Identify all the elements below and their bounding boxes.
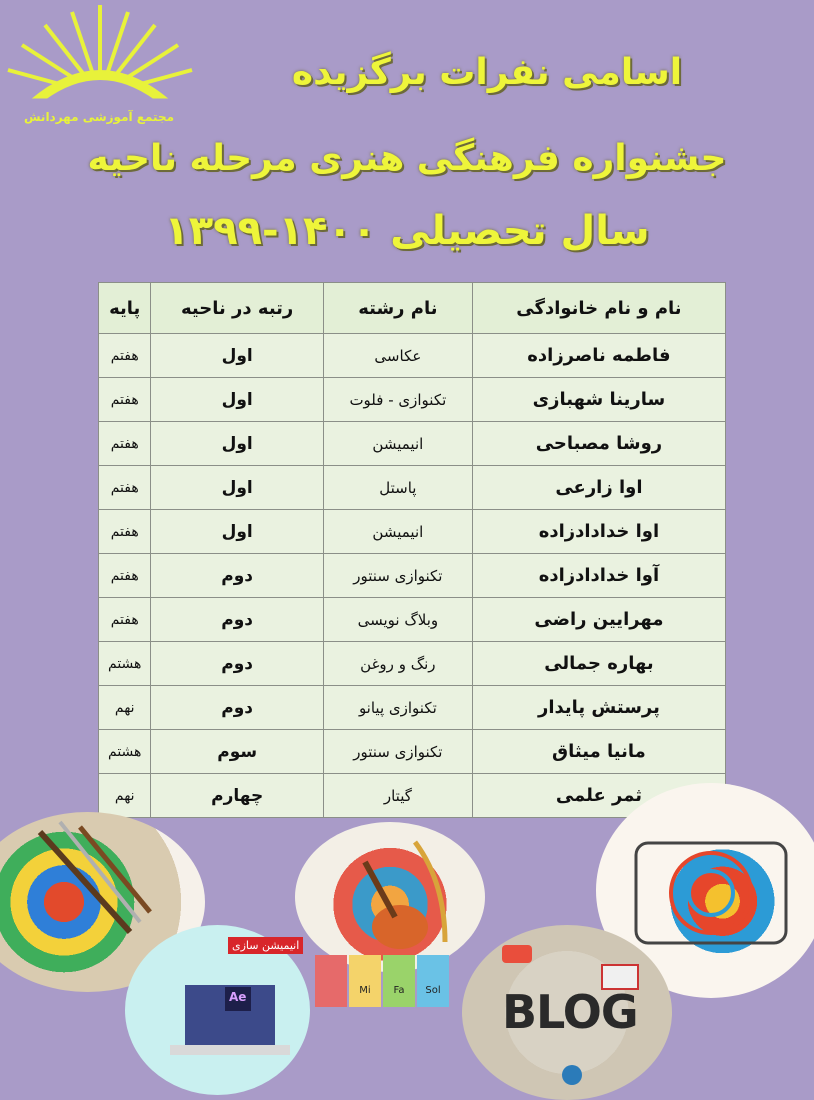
student-name: روشا مصباحی [472,422,725,466]
table-row [99,422,726,466]
district-rank: چهارم [151,774,323,818]
district-rank: سوم [151,730,323,774]
student-name: سارینا شهبازی [472,378,725,422]
field-name: انیمیشن [323,510,472,554]
field-name: انیمیشن [323,422,472,466]
table-row [99,774,726,818]
grade-level: هشتم [99,730,151,774]
winners-table [98,282,726,818]
piano-key-fa: Fa [383,955,415,1007]
grade-level: هفتم [99,422,151,466]
field-name: رنگ و روغن [323,642,472,686]
student-name: فاطمه ناصرزاده [472,334,725,378]
field-name: گیتار [323,774,472,818]
header-rank: رتبه در ناحیه [151,283,323,334]
student-name: مانیا میثاق [472,730,725,774]
district-rank: دوم [151,686,323,730]
header-name: نام و نام خانوادگی [472,283,725,334]
student-name: آوا خدادادزاده [472,554,725,598]
table-row [99,686,726,730]
grade-level: نهم [99,774,151,818]
student-name: ثمر علمی [472,774,725,818]
table-row [99,642,726,686]
district-rank: اول [151,466,323,510]
table-row [99,378,726,422]
music-instruments-image [295,822,485,972]
ae-badge: Ae [229,990,247,1004]
header-grade: پایه [99,283,151,334]
district-rank: اول [151,378,323,422]
animation-label: انیمیشن سازی [228,937,303,954]
district-rank: اول [151,334,323,378]
student-name: مهرایین راضی [472,598,725,642]
field-name: وبلاگ نویسی [323,598,472,642]
grade-level: هشتم [99,642,151,686]
piano-key-mi: Mi [349,955,381,1007]
table-header-row [99,283,726,334]
district-rank: دوم [151,554,323,598]
grade-level: هفتم [99,378,151,422]
grade-level: هفتم [99,466,151,510]
field-name: پاستل [323,466,472,510]
grade-level: هفتم [99,510,151,554]
student-name: پرستش پایدار [472,686,725,730]
student-name: اوا زارعی [472,466,725,510]
student-name: بهاره جمالی [472,642,725,686]
student-name: اوا خدادادزاده [472,510,725,554]
guitar-icon [295,822,485,972]
blog-label: BLOG [502,985,638,1039]
field-name: تکنوازی پیانو [323,686,472,730]
district-rank: دوم [151,598,323,642]
table-row [99,466,726,510]
page-subtitle: جشنواره فرهنگی هنری مرحله ناحیه [87,138,727,179]
field-name: تکنوازی سنتور [323,554,472,598]
table-row [99,510,726,554]
field-name: تکنوازی - فلوت [323,378,472,422]
grade-level: هفتم [99,334,151,378]
piano-key [315,955,347,1007]
page-title: اسامی نفرات برگزیده [291,52,683,93]
table-row [99,730,726,774]
grade-level: هفتم [99,598,151,642]
table-row [99,598,726,642]
table-row [99,554,726,598]
grade-level: نهم [99,686,151,730]
piano-keys [315,955,465,1015]
district-rank: دوم [151,642,323,686]
district-rank: اول [151,422,323,466]
field-name: تکنوازی سنتور [323,730,472,774]
piano-key-sol: Sol [417,955,449,1007]
field-name: عکاسی [323,334,472,378]
header-field: نام رشته [323,283,472,334]
district-rank: اول [151,510,323,554]
academic-year: سال تحصیلی ۱۴۰۰-۱۳۹۹ [164,208,650,254]
logo-caption: مجتمع آموزشی مهردانش [23,110,175,124]
table-row [99,334,726,378]
grade-level: هفتم [99,554,151,598]
